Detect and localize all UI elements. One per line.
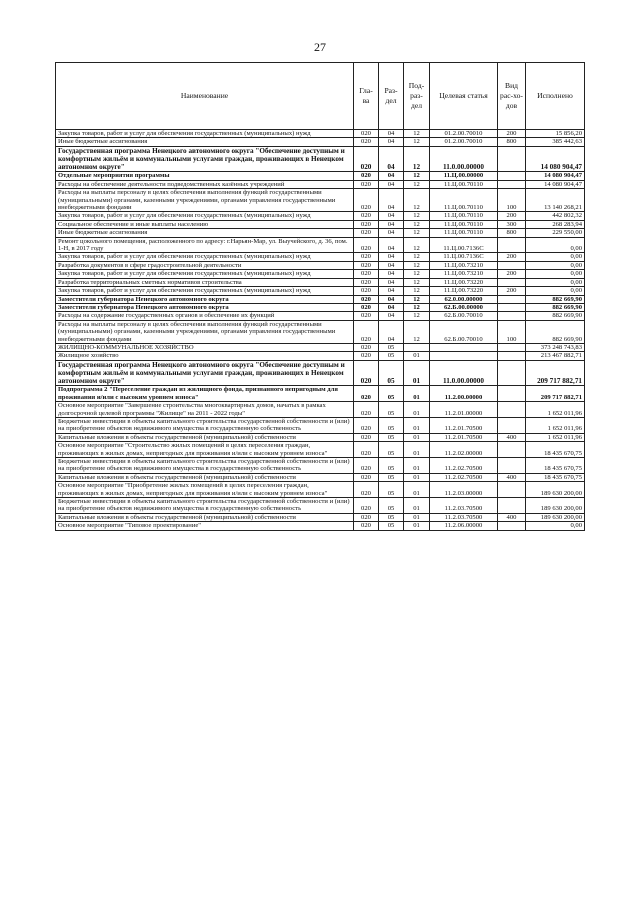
cell-target: 11.2.02.00000 [430,442,498,458]
cell-executed: 268 283,94 [526,220,585,228]
cell-name: Бюджетные инвестиции в объекты капитального строительства государственной собственности и (или) на приобретение объектов недвижимого имущества в государственную собственность [56,498,354,514]
cell-name: Закупка товаров, работ и услуг для обеспечения государственных (муниципальных) нужд [56,253,354,261]
cell-subsection: 01 [404,473,430,481]
cell-executed: 13 140 268,21 [526,189,585,212]
table-row [56,270,585,278]
cell-executed: 373 248 743,83 [526,343,585,351]
cell-section: 04 [379,180,404,188]
cell-subsection: 12 [404,287,430,295]
header-section: Раз-дел [379,63,404,130]
cell-subsection: 01 [404,482,430,498]
cell-chapter: 020 [354,287,379,295]
cell-name: Государственная программа Ненецкого автономного округа "Обеспечение доступным и комфортным жильём и коммунальными услугами граждан, проживающих в Ненецком автономном округе" [56,146,354,172]
cell-subsection: 12 [404,189,430,212]
cell-section: 04 [379,312,404,320]
cell-section: 05 [379,458,404,474]
cell-target: 11.Ц.00.73220 [430,278,498,286]
cell-section: 04 [379,130,404,138]
cell-section: 04 [379,172,404,180]
cell-target: 11.Ц.00.73210 [430,270,498,278]
cell-section: 05 [379,442,404,458]
table-row [56,418,585,434]
cell-target: 11.2.03.70500 [430,513,498,521]
cell-executed: 1 652 011,96 [526,433,585,441]
cell-name: Капитальные вложения в объекты государственной (муниципальной) собственности [56,513,354,521]
cell-name: Разработка территориальных сметных нормативов строительства [56,278,354,286]
header-executed: Исполнено [526,63,585,130]
cell-target: 11.2.00.00000 [430,386,498,402]
table-row [56,146,585,172]
cell-target: 11.Ц.00.70110 [430,220,498,228]
cell-target: 11.2.02.70500 [430,473,498,481]
cell-chapter: 020 [354,473,379,481]
cell-section: 05 [379,360,404,386]
cell-target: 11.Ц.00.73220 [430,287,498,295]
cell-chapter: 020 [354,522,379,530]
cell-section: 04 [379,270,404,278]
cell-executed: 1 652 011,96 [526,418,585,434]
cell-executed: 882 669,90 [526,312,585,320]
cell-subsection: 01 [404,522,430,530]
cell-chapter: 020 [354,312,379,320]
cell-section: 05 [379,473,404,481]
cell-target: 11.Ц.00.7136С [430,253,498,261]
cell-expense-type: 100 [498,189,526,212]
table-row [56,343,585,351]
cell-chapter: 020 [354,513,379,521]
cell-expense-type: 200 [498,270,526,278]
cell-executed: 18 435 670,75 [526,442,585,458]
cell-expense-type [498,295,526,303]
cell-section: 05 [379,386,404,402]
cell-expense-type [498,482,526,498]
cell-chapter: 020 [354,386,379,402]
cell-chapter: 020 [354,360,379,386]
cell-expense-type [498,172,526,180]
cell-target: 11.2.01.70500 [430,418,498,434]
cell-name: Расходы на содержание государственных органов и обеспечение их функций [56,312,354,320]
table-row [56,442,585,458]
cell-subsection: 01 [404,458,430,474]
cell-expense-type: 400 [498,433,526,441]
cell-expense-type [498,418,526,434]
cell-subsection: 01 [404,386,430,402]
budget-table [55,62,585,531]
table-row [56,352,585,360]
cell-chapter: 020 [354,180,379,188]
cell-expense-type [498,343,526,351]
cell-target: 11.Ц.00.70110 [430,229,498,237]
cell-section: 05 [379,343,404,351]
cell-chapter: 020 [354,442,379,458]
cell-subsection: 01 [404,513,430,521]
cell-subsection: 01 [404,352,430,360]
cell-subsection: 01 [404,402,430,418]
cell-subsection: 12 [404,172,430,180]
table-row [56,130,585,138]
cell-name: Разработка документов в сфере градостроительной деятельности [56,261,354,269]
cell-subsection: 12 [404,253,430,261]
cell-subsection: 12 [404,138,430,146]
cell-section: 04 [379,278,404,286]
cell-expense-type: 400 [498,473,526,481]
cell-target: 11.2.06.00000 [430,522,498,530]
cell-chapter: 020 [354,278,379,286]
cell-executed: 229 550,00 [526,229,585,237]
cell-subsection: 12 [404,261,430,269]
header-subsection: Под-раз-дел [404,63,430,130]
table-row [56,360,585,386]
header-expense-type: Вид рас-хо-дов [498,63,526,130]
table-row [56,498,585,514]
cell-subsection: 12 [404,229,430,237]
cell-subsection: 12 [404,295,430,303]
cell-executed: 189 630 200,00 [526,498,585,514]
cell-expense-type [498,312,526,320]
cell-section: 05 [379,482,404,498]
cell-chapter: 020 [354,130,379,138]
cell-expense-type: 800 [498,138,526,146]
cell-subsection: 01 [404,360,430,386]
cell-chapter: 020 [354,303,379,311]
cell-target: 11.0.00.00000 [430,360,498,386]
cell-section: 04 [379,138,404,146]
cell-section: 04 [379,261,404,269]
cell-subsection: 12 [404,320,430,343]
cell-section: 05 [379,522,404,530]
table-row [56,458,585,474]
table-row [56,522,585,530]
cell-name: Государственная программа Ненецкого автономного округа "Обеспечение доступным и комфортным жильём и коммунальными услугами граждан, проживающих в Ненецком автономном округе" [56,360,354,386]
header-name: Наименование [56,63,354,130]
cell-executed: 209 717 882,71 [526,386,585,402]
cell-section: 05 [379,433,404,441]
table-row [56,295,585,303]
cell-chapter: 020 [354,402,379,418]
table-row [56,473,585,481]
cell-subsection: 12 [404,312,430,320]
cell-chapter: 020 [354,189,379,212]
cell-name: Заместители губернатора Ненецкого автономного округа [56,295,354,303]
table-row [56,278,585,286]
cell-chapter: 020 [354,498,379,514]
cell-section: 05 [379,352,404,360]
cell-executed: 14 080 904,47 [526,146,585,172]
cell-executed: 0,00 [526,237,585,253]
cell-target: 11.2.03.70500 [430,498,498,514]
table-row [56,482,585,498]
cell-expense-type [498,386,526,402]
header-chapter: Гла-ва [354,63,379,130]
cell-chapter: 020 [354,212,379,220]
cell-chapter: 020 [354,482,379,498]
cell-name: Бюджетные инвестиции в объекты капитального строительства государственной собственности и (или) на приобретение объектов недвижимого имущества в государственную собственность [56,458,354,474]
cell-chapter: 020 [354,352,379,360]
cell-executed: 0,00 [526,253,585,261]
cell-executed: 882 669,90 [526,303,585,311]
cell-subsection: 01 [404,433,430,441]
cell-chapter: 020 [354,253,379,261]
cell-subsection: 12 [404,237,430,253]
cell-expense-type: 200 [498,287,526,295]
table-row [56,287,585,295]
table-row [56,138,585,146]
cell-section: 04 [379,229,404,237]
cell-executed: 882 669,90 [526,320,585,343]
cell-section: 04 [379,212,404,220]
cell-executed: 18 435 670,75 [526,458,585,474]
cell-target [430,352,498,360]
cell-target: 62.Б.00.70010 [430,320,498,343]
cell-executed: 0,00 [526,270,585,278]
table-row [56,261,585,269]
cell-executed: 209 717 882,71 [526,360,585,386]
table-row [56,303,585,311]
table-row [56,433,585,441]
cell-chapter: 020 [354,418,379,434]
cell-target: 62.0.00.00000 [430,295,498,303]
cell-section: 05 [379,418,404,434]
header-target: Целевая статья [430,63,498,130]
cell-name: Расходы на обеспечение деятельности подведомственных казённых учреждений [56,180,354,188]
cell-subsection: 01 [404,498,430,514]
cell-expense-type [498,237,526,253]
cell-executed: 189 630 200,00 [526,513,585,521]
cell-expense-type: 200 [498,212,526,220]
cell-subsection: 12 [404,130,430,138]
cell-subsection: 12 [404,146,430,172]
table-row [56,220,585,228]
cell-chapter: 020 [354,229,379,237]
cell-target: 11.0.00.00000 [430,146,498,172]
table-row [56,320,585,343]
cell-chapter: 020 [354,138,379,146]
cell-name: Иные бюджетные ассигнования [56,138,354,146]
cell-section: 04 [379,189,404,212]
cell-name: Бюджетные инвестиции в объекты капитального строительства государственной собственности и (или) на приобретение объектов недвижимого имущества в государственную собственность [56,418,354,434]
cell-name: Жилищное хозяйство [56,352,354,360]
cell-executed: 385 442,63 [526,138,585,146]
cell-expense-type: 200 [498,253,526,261]
cell-expense-type: 800 [498,229,526,237]
cell-subsection: 12 [404,180,430,188]
cell-name: Капитальные вложения в объекты государственной (муниципальной) собственности [56,473,354,481]
cell-chapter: 020 [354,343,379,351]
cell-expense-type: 300 [498,220,526,228]
cell-section: 04 [379,287,404,295]
cell-target: 11.2.03.00000 [430,482,498,498]
cell-chapter: 020 [354,172,379,180]
cell-section: 04 [379,146,404,172]
table-row [56,402,585,418]
cell-name: Закупка товаров, работ и услуг для обеспечения государственных (муниципальных) нужд [56,130,354,138]
cell-name: Основное мероприятие "Завершение строительства многоквартирных домов, начатых в рамках долгосрочной целевой программы "Жилище" на 2011 - 2022 годы" [56,402,354,418]
cell-name: Расходы на выплаты персоналу в целях обеспечения выполнения функций государственными (муниципальными) органами, казенными учреждениями, органами управления государственными внебюджетными фондами [56,320,354,343]
cell-name: Закупка товаров, работ и услуг для обеспечения государственных (муниципальных) нужд [56,212,354,220]
cell-executed: 0,00 [526,522,585,530]
cell-name: Капитальные вложения в объекты государственной (муниципальной) собственности [56,433,354,441]
cell-chapter: 020 [354,320,379,343]
cell-executed: 14 080 904,47 [526,172,585,180]
table-row [56,172,585,180]
table-row [56,312,585,320]
cell-name: Подпрограмма 2 "Переселение граждан из жилищного фонда, признанного непригодным для проживания и/или с высоким уровнем износа" [56,386,354,402]
cell-expense-type [498,146,526,172]
cell-expense-type: 100 [498,320,526,343]
cell-target: 62.Б.00.70010 [430,312,498,320]
cell-section: 05 [379,498,404,514]
table-row [56,189,585,212]
table-row [56,386,585,402]
cell-executed: 14 080 904,47 [526,180,585,188]
cell-expense-type [498,360,526,386]
table-row [56,180,585,188]
cell-expense-type [498,498,526,514]
cell-name: Иные бюджетные ассигнования [56,229,354,237]
table-row [56,237,585,253]
cell-name: Основное мероприятие "Строительство жилых помещений в целях переселения граждан, проживающих в жилых домах, непригодных для проживания и/или с высоким уровнем износа" [56,442,354,458]
cell-expense-type [498,180,526,188]
cell-chapter: 020 [354,270,379,278]
cell-chapter: 020 [354,295,379,303]
cell-expense-type [498,352,526,360]
cell-section: 04 [379,253,404,261]
cell-target: 11.Ц.00.70110 [430,212,498,220]
cell-name: Основное мероприятие "Приобретение жилых помещений в целях переселения граждан, проживающих в жилых домах, непригодных для проживания и/или с высоким уровнем износа" [56,482,354,498]
cell-section: 04 [379,237,404,253]
cell-subsection: 01 [404,442,430,458]
cell-subsection: 01 [404,418,430,434]
cell-target: 11.Ц.00.7136С [430,237,498,253]
table-row [56,229,585,237]
cell-section: 04 [379,303,404,311]
cell-expense-type [498,278,526,286]
cell-target: 11.Ц.00.70110 [430,180,498,188]
cell-executed: 18 435 670,75 [526,473,585,481]
cell-section: 04 [379,320,404,343]
cell-target: 62.Б.00.00000 [430,303,498,311]
cell-subsection: 12 [404,212,430,220]
table-row [56,212,585,220]
cell-name: Закупка товаров, работ и услуг для обеспечения государственных (муниципальных) нужд [56,287,354,295]
cell-executed: 1 652 011,96 [526,402,585,418]
cell-expense-type [498,442,526,458]
cell-executed: 442 802,32 [526,212,585,220]
cell-expense-type [498,458,526,474]
cell-subsection: 12 [404,270,430,278]
cell-executed: 0,00 [526,261,585,269]
cell-target [430,343,498,351]
cell-subsection: 12 [404,303,430,311]
cell-name: Ремонт цокольного помещения, расположенного по адресу: г.Нарьян-Мар, ул. Выучейского, д. 36, пом. 1-Н, в 2017 году [56,237,354,253]
cell-section: 05 [379,513,404,521]
cell-section: 04 [379,220,404,228]
cell-name: Основное мероприятие "Типовое проектирование" [56,522,354,530]
cell-name: Социальное обеспечение и иные выплаты населению [56,220,354,228]
cell-target: 11.2.02.70500 [430,458,498,474]
cell-chapter: 020 [354,237,379,253]
cell-subsection: 12 [404,220,430,228]
cell-expense-type: 400 [498,513,526,521]
cell-name: Отдельные мероприятия программы [56,172,354,180]
cell-executed: 0,00 [526,287,585,295]
cell-expense-type [498,303,526,311]
table-row [56,513,585,521]
cell-expense-type [498,402,526,418]
cell-chapter: 020 [354,261,379,269]
cell-executed: 15 856,20 [526,130,585,138]
cell-chapter: 020 [354,458,379,474]
cell-expense-type: 200 [498,130,526,138]
cell-section: 05 [379,402,404,418]
cell-target: 11.Ц.00.73210 [430,261,498,269]
cell-target: 01.2.00.70010 [430,138,498,146]
cell-target: 11.2.01.70500 [430,433,498,441]
cell-target: 11.2.01.00000 [430,402,498,418]
cell-chapter: 020 [354,220,379,228]
cell-target: 01.2.00.70010 [430,130,498,138]
cell-target: 11.Ц.00.00000 [430,172,498,180]
cell-subsection: 12 [404,278,430,286]
cell-subsection [404,343,430,351]
cell-section: 04 [379,295,404,303]
cell-name: Расходы на выплаты персоналу в целях обеспечения выполнения функций государственными (муниципальными) органами, казенными учреждениями, органами управления государственными внебюджетными фондами [56,189,354,212]
cell-expense-type [498,522,526,530]
cell-target: 11.Ц.00.70110 [430,189,498,212]
cell-executed: 213 467 882,71 [526,352,585,360]
cell-name: ЖИЛИЩНО-КОММУНАЛЬНОЕ ХОЗЯЙСТВО [56,343,354,351]
cell-name: Заместители губернатора Ненецкого автономного округа [56,303,354,311]
cell-executed: 189 630 200,00 [526,482,585,498]
cell-executed: 0,00 [526,278,585,286]
cell-chapter: 020 [354,146,379,172]
table-header-row [56,63,585,130]
table-row [56,253,585,261]
cell-chapter: 020 [354,433,379,441]
cell-name: Закупка товаров, работ и услуг для обеспечения государственных (муниципальных) нужд [56,270,354,278]
cell-expense-type [498,261,526,269]
page-number: 27 [314,40,326,54]
cell-executed: 882 669,90 [526,295,585,303]
